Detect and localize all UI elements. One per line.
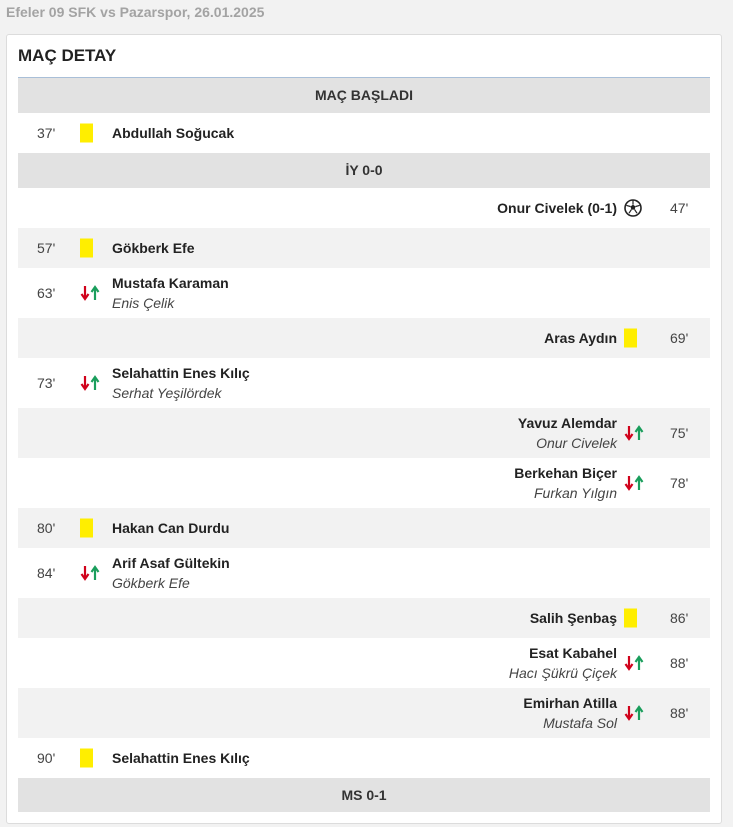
match-detail-card [6, 34, 722, 824]
event-players [518, 413, 617, 453]
event-row [18, 228, 710, 268]
event-players [112, 748, 250, 768]
event-row [18, 738, 710, 778]
soccer-ball-icon [624, 199, 642, 217]
event-players [509, 643, 617, 683]
event-row [18, 358, 710, 408]
player-name: Gökberk Efe [112, 240, 195, 256]
event-row [18, 458, 710, 508]
player-in-name: Emirhan Atilla [523, 695, 617, 711]
substitution-icon [80, 374, 100, 392]
event-list [18, 78, 710, 812]
player-out-name: Enis Çelik [112, 295, 175, 311]
event-row [18, 598, 710, 638]
event-minute: 63' [37, 285, 56, 301]
event-players [112, 273, 229, 313]
player-out-name: Hacı Şükrü Çiçek [508, 665, 617, 681]
player-name: Selahattin Enes Kılıç [112, 750, 250, 766]
event-minute: 47' [670, 200, 689, 216]
yellow-card-icon [80, 749, 93, 768]
player-name: Aras Aydın [544, 330, 617, 346]
event-row [18, 688, 710, 738]
event-row [18, 548, 710, 598]
player-in-name: Berkehan Biçer [514, 465, 617, 481]
player-out-name: Serhat Yeşilördek [112, 385, 222, 401]
event-players [112, 363, 250, 403]
event-minute: 75' [670, 425, 689, 441]
player-name: Abdullah Soğucak [112, 125, 235, 141]
player-name: Salih Şenbaş [529, 610, 617, 626]
event-row [18, 638, 710, 688]
event-minute: 57' [37, 240, 56, 256]
event-row [18, 318, 710, 358]
substitution-icon [624, 474, 644, 492]
event-players [112, 518, 229, 538]
event-row [18, 508, 710, 548]
yellow-card-icon [80, 239, 93, 258]
player-in-name: Mustafa Karaman [112, 275, 229, 291]
event-row [18, 408, 710, 458]
player-name: Hakan Can Durdu [112, 520, 230, 536]
player-in-name: Selahattin Enes Kılıç [112, 365, 250, 381]
match-start-separator: MAÇ BAŞLADI [18, 78, 710, 113]
player-out-name: Mustafa Sol [543, 715, 617, 731]
player-out-name: Onur Civelek [536, 435, 617, 451]
event-players [112, 553, 230, 593]
event-minute: 78' [670, 475, 689, 491]
yellow-card-icon [624, 609, 637, 628]
half-time-separator: İY 0-0 [18, 153, 710, 188]
full-time-separator: MS 0-1 [18, 778, 710, 812]
event-minute: 86' [670, 610, 689, 626]
goal-score: (0-1) [587, 200, 617, 216]
event-minute: 37' [37, 125, 56, 141]
event-players [544, 328, 617, 348]
event-players [530, 608, 617, 628]
event-minute: 88' [670, 655, 689, 671]
player-name: Onur Civelek [497, 200, 584, 216]
event-players [514, 463, 617, 503]
player-in-name: Yavuz Alemdar [517, 415, 617, 431]
event-row [18, 268, 710, 318]
substitution-icon [624, 424, 644, 442]
player-in-name: Arif Asaf Gültekin [112, 555, 230, 571]
section-title: MAÇ DETAY [18, 46, 117, 65]
player-out-name: Furkan Yılgın [533, 485, 617, 501]
substitution-icon [624, 654, 644, 672]
event-minute: 69' [670, 330, 689, 346]
event-minute: 88' [670, 705, 689, 721]
player-in-name: Esat Kabahel [529, 645, 617, 661]
event-minute: 80' [37, 520, 56, 536]
page-title: Efeler 09 SFK vs Pazarspor, 26.01.2025 [6, 4, 265, 20]
event-row [18, 113, 710, 153]
substitution-icon [80, 564, 100, 582]
substitution-icon [624, 704, 644, 722]
yellow-card-icon [80, 124, 93, 143]
event-players [112, 238, 194, 258]
player-out-name: Gökberk Efe [112, 575, 190, 591]
event-players [523, 693, 617, 733]
event-minute: 90' [37, 750, 56, 766]
event-minute: 84' [37, 565, 56, 581]
yellow-card-icon [624, 329, 637, 348]
event-minute: 73' [37, 375, 56, 391]
substitution-icon [80, 284, 100, 302]
event-players [497, 198, 617, 218]
event-row [18, 188, 710, 228]
event-players [112, 123, 234, 143]
yellow-card-icon [80, 519, 93, 538]
